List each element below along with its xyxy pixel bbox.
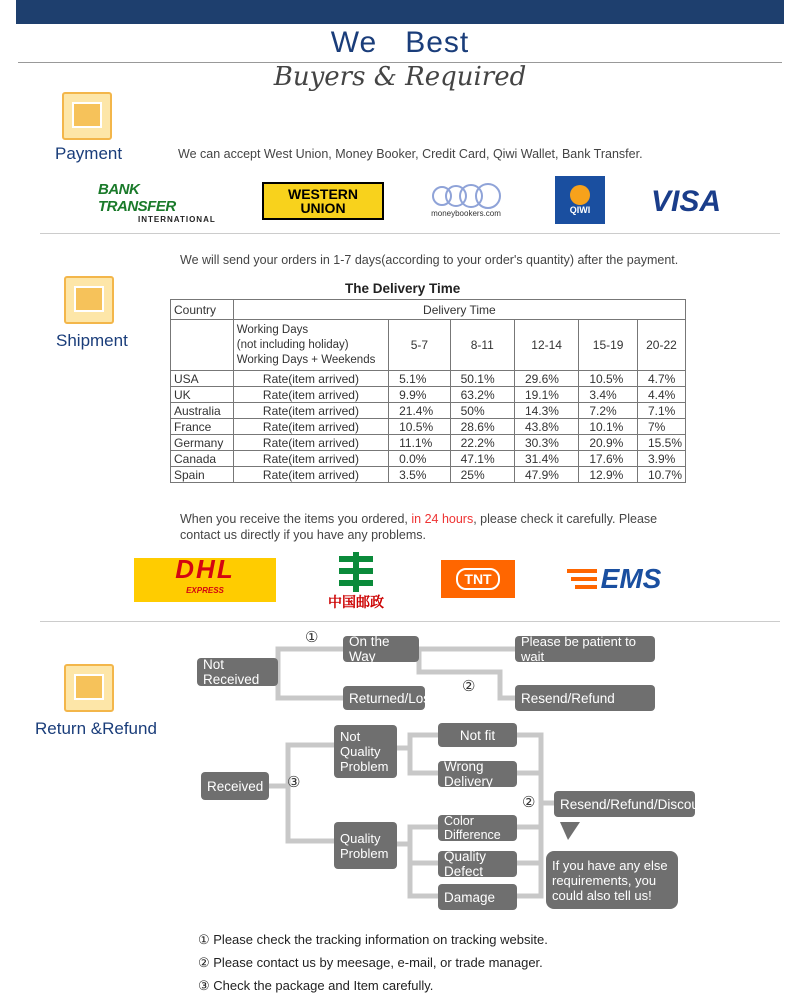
flow-line [410, 844, 438, 863]
country-cell: Spain [171, 467, 234, 483]
rate-value-cell: 11.1% [389, 435, 450, 451]
range-cell: 12-14 [514, 320, 578, 371]
rate-value-cell: 5.1% [389, 371, 450, 387]
resend-refund-discount-box: Resend/Refund/Discount [554, 791, 695, 817]
rate-value-cell: 7.2% [579, 403, 638, 419]
working-line: (not including holiday) [236, 338, 349, 351]
on-the-way-box: On the Way [343, 636, 419, 662]
country-cell: UK [171, 387, 234, 403]
flow-line [517, 735, 541, 896]
footer-note-2: ② Please contact us by meesage, e-mail, or trade manager. [198, 955, 543, 970]
rate-value-cell: 22.2% [450, 435, 514, 451]
dhl-sub: EXPRESS [186, 586, 224, 595]
rate-value-cell: 4.7% [637, 371, 685, 387]
rate-value-cell: 21.4% [389, 403, 450, 419]
wu-top: WESTERN [288, 186, 358, 202]
range-cell: 5-7 [389, 320, 450, 371]
footer-note-3: ③ Check the package and Item carefully. [198, 978, 434, 993]
range-cell: 20-22 [637, 320, 685, 371]
receive-note-part: When you receive the items you ordered, [180, 512, 412, 526]
rate-label-cell: Rate(item arrived) [233, 451, 388, 467]
rate-value-cell: 43.8% [514, 419, 578, 435]
rate-label-cell: Rate(item arrived) [233, 403, 388, 419]
bank-transfer-sub: INTERNATIONAL [138, 214, 216, 224]
delivery-header: Delivery Time [233, 300, 685, 320]
ems-text: EMS [600, 563, 662, 594]
rate-value-cell: 3.4% [579, 387, 638, 403]
wu-bottom: UNION [300, 200, 346, 216]
rate-value-cell: 63.2% [450, 387, 514, 403]
bubble-pointer [560, 822, 580, 840]
rate-value-cell: 12.9% [579, 467, 638, 483]
flow-line [410, 844, 438, 896]
rate-value-cell: 7% [637, 419, 685, 435]
country-cell: USA [171, 371, 234, 387]
payment-label: Payment [55, 144, 123, 163]
dhl-text: DHL [175, 554, 235, 584]
rate-value-cell: 30.3% [514, 435, 578, 451]
rate-label-cell: Rate(item arrived) [233, 467, 388, 483]
rate-value-cell: 4.4% [637, 387, 685, 403]
country-cell: France [171, 419, 234, 435]
rate-label-cell: Rate(item arrived) [233, 419, 388, 435]
quality-defect-box: Quality Defect [438, 851, 517, 877]
quality-box: Quality Problem [334, 822, 397, 869]
tnt-text: TNT [456, 568, 499, 590]
rate-value-cell: 47.1% [450, 451, 514, 467]
rate-value-cell: 10.1% [579, 419, 638, 435]
page-subtitle: Buyers & Required [273, 62, 527, 92]
flow-line [278, 649, 343, 672]
not-received-box: Not Received [197, 658, 278, 686]
step-2-marker: ② [462, 678, 476, 695]
rate-value-cell: 50% [450, 403, 514, 419]
color-difference-box: Color Difference [438, 815, 517, 841]
step-3-marker: ③ [287, 774, 301, 791]
rate-value-cell: 20.9% [579, 435, 638, 451]
received-box: Received [201, 772, 269, 800]
receive-note-part: contact us directly if you have any problems. [180, 528, 426, 542]
footer-note-1: ① Please check the tracking information on tracking website. [198, 932, 548, 947]
step-1-marker: ① [305, 629, 319, 646]
be-patient-box: Please be patient to wait [515, 636, 655, 662]
flow-line [397, 735, 438, 748]
step-2-marker-b: ② [522, 794, 536, 811]
rate-label-cell: Rate(item arrived) [233, 387, 388, 403]
not-quality-box: Not Quality Problem [334, 725, 397, 778]
rate-value-cell: 47.9% [514, 467, 578, 483]
country-cell: Germany [171, 435, 234, 451]
delivery-table-title: The Delivery Time [345, 281, 461, 296]
flow-line [397, 827, 438, 844]
rate-value-cell: 3.9% [637, 451, 685, 467]
shipment-note: We will send your orders in 1-7 days(according to your order's quantity) after the payment. [180, 253, 679, 267]
qiwi-text: QIWI [569, 205, 591, 215]
flow-line [410, 748, 438, 773]
moneybookers-text: moneybookers.com [431, 208, 501, 218]
receive-note-part: , please check it carefully. Please [473, 512, 658, 526]
wrong-delivery-box: Wrong Delivery [438, 761, 517, 787]
rate-value-cell: 31.4% [514, 451, 578, 467]
rate-value-cell: 19.1% [514, 387, 578, 403]
rate-value-cell: 28.6% [450, 419, 514, 435]
page-title: We Best [330, 26, 470, 59]
rate-value-cell: 10.5% [579, 371, 638, 387]
range-cell: 8-11 [450, 320, 514, 371]
rate-value-cell: 7.1% [637, 403, 685, 419]
damage-box: Damage [438, 884, 517, 910]
country-cell: Australia [171, 403, 234, 419]
rate-label-cell: Rate(item arrived) [233, 435, 388, 451]
working-line: Working Days [236, 323, 309, 336]
receive-note-highlight: in 24 hours [411, 512, 474, 526]
range-cell: 15-19 [579, 320, 638, 371]
rate-value-cell: 29.6% [514, 371, 578, 387]
rate-value-cell: 14.3% [514, 403, 578, 419]
flow-line [278, 672, 343, 698]
shipment-label: Shipment [56, 331, 128, 350]
bank-transfer-text: BANK TRANSFER [98, 180, 176, 215]
working-line: Working Days + Weekends [236, 353, 376, 366]
rate-label-cell: Rate(item arrived) [233, 371, 388, 387]
rate-value-cell: 3.5% [389, 467, 450, 483]
rate-value-cell: 50.1% [450, 371, 514, 387]
resend-refund-box: Resend/Refund [515, 685, 655, 711]
refund-label: Return &Refund [35, 719, 157, 738]
not-fit-box: Not fit [438, 723, 517, 747]
rate-value-cell: 15.5% [637, 435, 685, 451]
rate-value-cell: 17.6% [579, 451, 638, 467]
rate-value-cell: 0.0% [389, 451, 450, 467]
flow-line [288, 786, 334, 841]
country-cell: Canada [171, 451, 234, 467]
returned-lost-box: Returned/Lost [343, 686, 425, 710]
rate-value-cell: 10.7% [637, 467, 685, 483]
rate-value-cell: 9.9% [389, 387, 450, 403]
flow-line [269, 745, 334, 786]
payment-note: We can accept West Union, Money Booker, Credit Card, Qiwi Wallet, Bank Transfer. [178, 147, 643, 161]
country-header: Country [171, 300, 234, 320]
rate-value-cell: 25% [450, 467, 514, 483]
china-post-text: 中国邮政 [328, 594, 384, 610]
visa-logo: VISA [650, 185, 722, 218]
rate-value-cell: 10.5% [389, 419, 450, 435]
contact-bubble: If you have any else requirements, you could also tell us! [546, 851, 678, 909]
